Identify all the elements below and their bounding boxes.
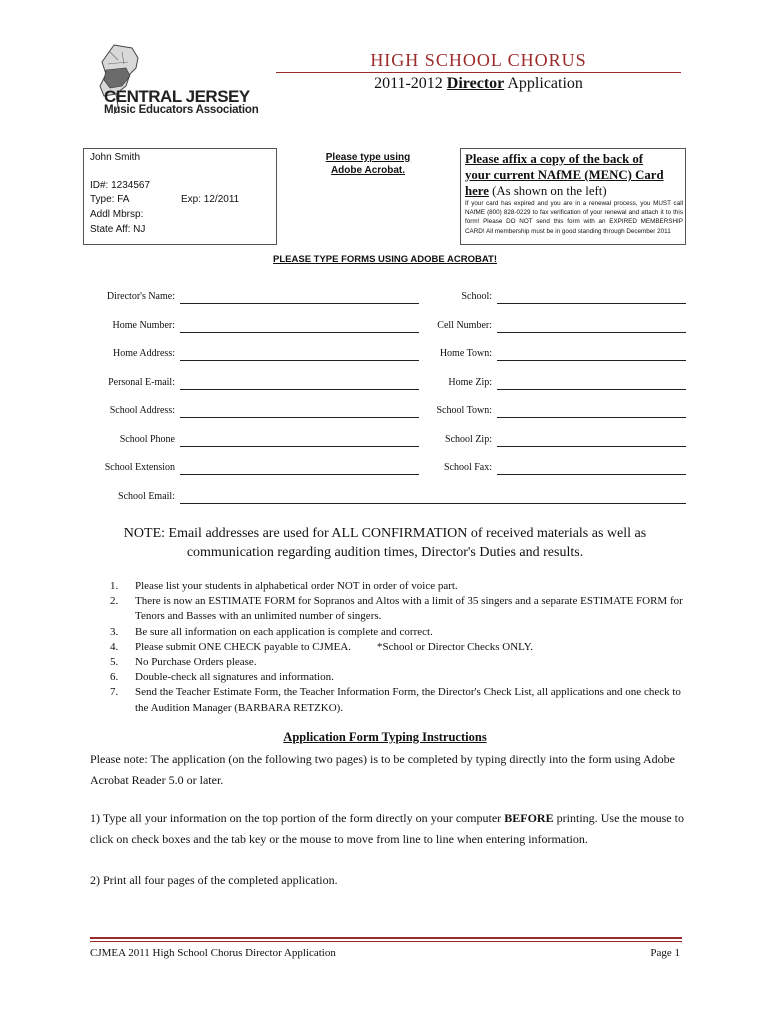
school-zip-field[interactable] xyxy=(497,446,686,447)
cell-number-label: Cell Number: xyxy=(437,320,492,331)
personal-email-label: Personal E-mail: xyxy=(108,377,175,388)
member-name: John Smith xyxy=(90,152,141,163)
card-affix-heading xyxy=(465,151,683,199)
please-type-note xyxy=(316,151,420,177)
typing-instructions-p1: Please note: The application (on the following two pages) is to be completed by typing directly into the form using Adobe Acrobat Reader 5.0 or later. xyxy=(90,752,675,787)
email-note-line2: communication regarding audition times, Director's Duties and results. xyxy=(186,545,584,560)
list-number: 4. xyxy=(110,640,119,653)
list-text: Double-check all signatures and information. xyxy=(135,671,334,684)
list-item xyxy=(90,685,690,715)
card-affix-box xyxy=(460,148,686,245)
cell-number-field[interactable] xyxy=(497,332,686,333)
list-item xyxy=(90,640,690,655)
list-item xyxy=(90,594,690,624)
typing-instructions-p3: 2) Print all four pages of the completed application. xyxy=(90,873,338,887)
list-number: 6. xyxy=(110,671,119,684)
title-divider xyxy=(276,72,681,73)
school-extension-field[interactable] xyxy=(180,474,419,475)
school-field[interactable] xyxy=(497,303,686,304)
home-town-field[interactable] xyxy=(497,360,686,361)
list-text: Please submit ONE CHECK payable to CJMEA. xyxy=(135,640,352,653)
personal-email-field[interactable] xyxy=(180,389,419,390)
card-head-rest: (As shown on the left) xyxy=(488,184,607,198)
member-addl: Addl Mbrsp: xyxy=(90,209,144,220)
list-text: Be sure all information on each application is complete and correct. xyxy=(135,625,433,638)
footer-divider-thin xyxy=(90,941,682,942)
list-text: There is now an ESTIMATE FORM for Sopranos and Altos with a limit of 35 singers and a separate ESTIMATE FORM for Tenors and Basses with an unlimited number of singers. xyxy=(135,595,683,623)
logo-tagline: Music Educators Association xyxy=(104,104,259,116)
subtitle-year: 2011-2012 xyxy=(374,75,443,92)
list-item xyxy=(90,670,690,685)
card-expired-notice: If your card has expired and you are in a renewal process, you MUST call NAfME (800) 828-0229 to fax verification of your renewal and attach it to this form! Please DO NOT send this form with an EXPIRED MEMBERSHIP CARD! All membership must be in good standing through December 2011 xyxy=(465,200,683,235)
home-number-label: Home Number: xyxy=(112,320,175,331)
list-text: Please list your students in alphabetical order NOT in order of voice part. xyxy=(135,580,458,592)
home-zip-field[interactable] xyxy=(497,389,686,390)
please-type-line2: Adobe Acrobat. xyxy=(330,165,406,176)
directors-name-label: Director's Name: xyxy=(106,291,175,302)
home-zip-label: Home Zip: xyxy=(448,377,492,388)
email-note-line1: NOTE: Email addresses are used for ALL CONFIRMATION of received materials as well as xyxy=(123,526,647,541)
footer-doc-title: CJMEA 2011 High School Chorus Director Application xyxy=(90,947,336,959)
page-subtitle xyxy=(276,75,681,93)
school-phone-label: School Phone xyxy=(119,434,175,445)
card-head-here: here xyxy=(465,184,489,198)
home-address-field[interactable] xyxy=(180,360,419,361)
directors-name-field[interactable] xyxy=(180,303,419,304)
list-text: No Purchase Orders please. xyxy=(135,656,257,669)
school-town-label: School Town: xyxy=(436,405,492,416)
school-extension-label: School Extension xyxy=(104,462,175,473)
member-type: Type: FA xyxy=(90,194,130,205)
list-item xyxy=(90,625,690,640)
list-number: 2. xyxy=(110,595,119,608)
please-type-line1: Please type using xyxy=(325,152,411,163)
list-number: 1. xyxy=(110,580,119,592)
typing-instructions-title: Application Form Typing Instructions xyxy=(283,730,487,744)
home-address-label: Home Address: xyxy=(113,348,175,359)
p2-part-a: 1) Type all your information on the top portion of the form directly on your computer xyxy=(90,811,505,825)
list-number: 5. xyxy=(110,656,119,669)
list-item xyxy=(90,655,690,670)
school-town-field[interactable] xyxy=(497,417,686,418)
list-text: Send the Teacher Estimate Form, the Teacher Information Form, the Director's Check List, all applications and one check to the Audition Manager (BARBARA RETZKO). xyxy=(135,686,681,714)
school-email-label: School Email: xyxy=(118,491,175,502)
email-note xyxy=(80,524,690,562)
member-state: State Aff: NJ xyxy=(90,224,146,235)
subtitle-director: Director xyxy=(446,75,505,92)
school-email-field[interactable] xyxy=(180,503,686,504)
footer-page-number: Page 1 xyxy=(650,947,680,959)
member-id: ID#: 1234567 xyxy=(90,180,151,191)
home-town-label: Home Town: xyxy=(439,348,492,359)
type-forms-notice: PLEASE TYPE FORMS USING ADOBE ACROBAT! xyxy=(273,254,497,265)
card-head-b: your current NAfME (MENC) Card xyxy=(465,168,664,182)
home-number-field[interactable] xyxy=(180,332,419,333)
member-card-box xyxy=(83,148,277,245)
school-zip-label: School Zip: xyxy=(445,434,492,445)
p2-part-b: printing. Use the mouse to click on check boxes and the tab key or the mouse to move from line to line when entering information. xyxy=(90,811,684,846)
list-text-extra: *School or Director Checks ONLY. xyxy=(377,640,534,653)
list-number: 3. xyxy=(110,625,119,638)
school-label: School: xyxy=(461,291,492,302)
school-address-field[interactable] xyxy=(180,417,419,418)
school-phone-field[interactable] xyxy=(180,446,419,447)
p2-before: BEFORE xyxy=(504,811,554,825)
page-title: HIGH SCHOOL CHORUS xyxy=(370,50,587,70)
member-exp: Exp: 12/2011 xyxy=(181,194,240,205)
list-item xyxy=(90,579,690,594)
school-address-label: School Address: xyxy=(109,405,175,416)
typing-instructions-p2 xyxy=(90,808,684,849)
logo-wordmark: CENTRAL JERSEY xyxy=(104,87,250,106)
footer-divider xyxy=(90,937,682,939)
school-fax-label: School Fax: xyxy=(443,462,492,473)
instruction-list xyxy=(90,579,690,716)
school-fax-field[interactable] xyxy=(497,474,686,475)
subtitle-application: Application xyxy=(507,75,583,92)
list-number: 7. xyxy=(110,686,119,699)
card-head-a: Please affix a copy of the back of xyxy=(465,152,644,166)
